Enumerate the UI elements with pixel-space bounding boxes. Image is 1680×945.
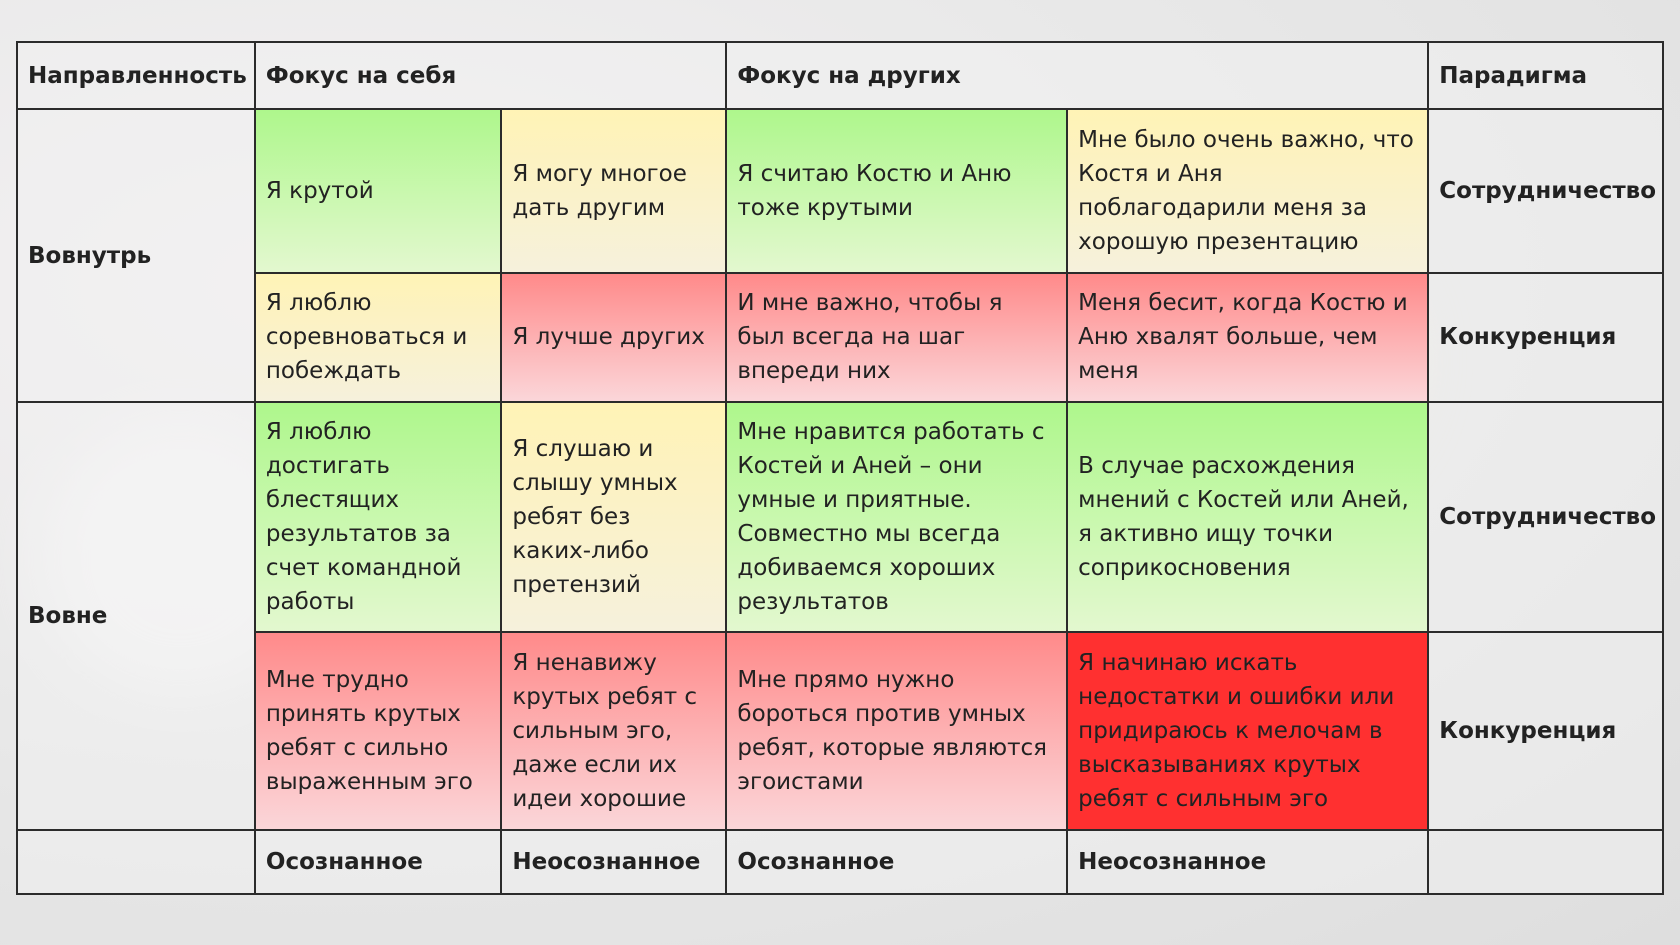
footer-self-unconscious: Неосознанное (501, 830, 726, 894)
cell-outward-comp-self-conscious: Мне трудно принять крутых ребят с сильно выраженным эго (255, 632, 501, 830)
cell-inward-comp-self-unconscious: Я лучше других (501, 273, 726, 402)
cell-outward-comp-self-unconscious: Я ненавижу крутых ребят с сильным эго, даже если их идеи хорошие (501, 632, 726, 830)
cell-outward-coop-others-conscious: Мне нравится работать с Костей и Аней – они умные и приятные. Совместно мы всегда добиваемся хороших результатов (726, 402, 1067, 633)
row-label-inward: Вовнутрь (17, 109, 255, 402)
cell-inward-coop-self-conscious: Я крутой (255, 109, 501, 272)
paradigm-competition: Конкуренция (1428, 632, 1663, 830)
cell-inward-coop-self-unconscious: Я могу многое дать другим (501, 109, 726, 272)
footer-row (17, 830, 1663, 894)
table-row (17, 632, 1663, 830)
cell-outward-comp-others-conscious: Мне прямо нужно бороться против умных ребят, которые являются эгоистами (726, 632, 1067, 830)
comparison-table (16, 41, 1664, 895)
paradigm-cooperation: Сотрудничество (1428, 109, 1663, 272)
cell-inward-comp-self-conscious: Я люблю соревноваться и побеждать (255, 273, 501, 402)
table-row (17, 273, 1663, 402)
header-focus-self: Фокус на себя (255, 42, 727, 109)
header-focus-others: Фокус на других (726, 42, 1428, 109)
header-row (17, 42, 1663, 109)
cell-outward-coop-self-conscious: Я люблю достигать блестящих результатов за счет командной работы (255, 402, 501, 633)
cell-inward-coop-others-unconscious: Мне было очень важно, что Костя и Аня поблагодарили меня за хорошую презентацию (1067, 109, 1428, 272)
header-paradigm: Парадигма (1428, 42, 1663, 109)
cell-inward-coop-others-conscious: Я считаю Костю и Аню тоже крутыми (726, 109, 1067, 272)
footer-self-conscious: Осознанное (255, 830, 501, 894)
table-row (17, 109, 1663, 272)
footer-empty (1428, 830, 1663, 894)
footer-others-unconscious: Неосознанное (1067, 830, 1428, 894)
cell-outward-comp-others-unconscious: Я начинаю искать недостатки и ошибки или придираюсь к мелочам в высказываниях крутых ребят с сильным эго (1067, 632, 1428, 830)
footer-others-conscious: Осознанное (726, 830, 1067, 894)
row-label-outward: Вовне (17, 402, 255, 830)
cell-inward-comp-others-conscious: И мне важно, чтобы я был всегда на шаг впереди них (726, 273, 1067, 402)
paradigm-cooperation: Сотрудничество (1428, 402, 1663, 633)
cell-outward-coop-others-unconscious: В случае расхождения мнений с Костей или Аней, я активно ищу точки соприкосновения (1067, 402, 1428, 633)
table-row (17, 402, 1663, 633)
header-direction: Направленность (17, 42, 255, 109)
paradigm-competition: Конкуренция (1428, 273, 1663, 402)
cell-outward-coop-self-unconscious: Я слушаю и слышу умных ребят без каких-либо претензий (501, 402, 726, 633)
footer-empty (17, 830, 255, 894)
cell-inward-comp-others-unconscious: Меня бесит, когда Костю и Аню хвалят больше, чем меня (1067, 273, 1428, 402)
